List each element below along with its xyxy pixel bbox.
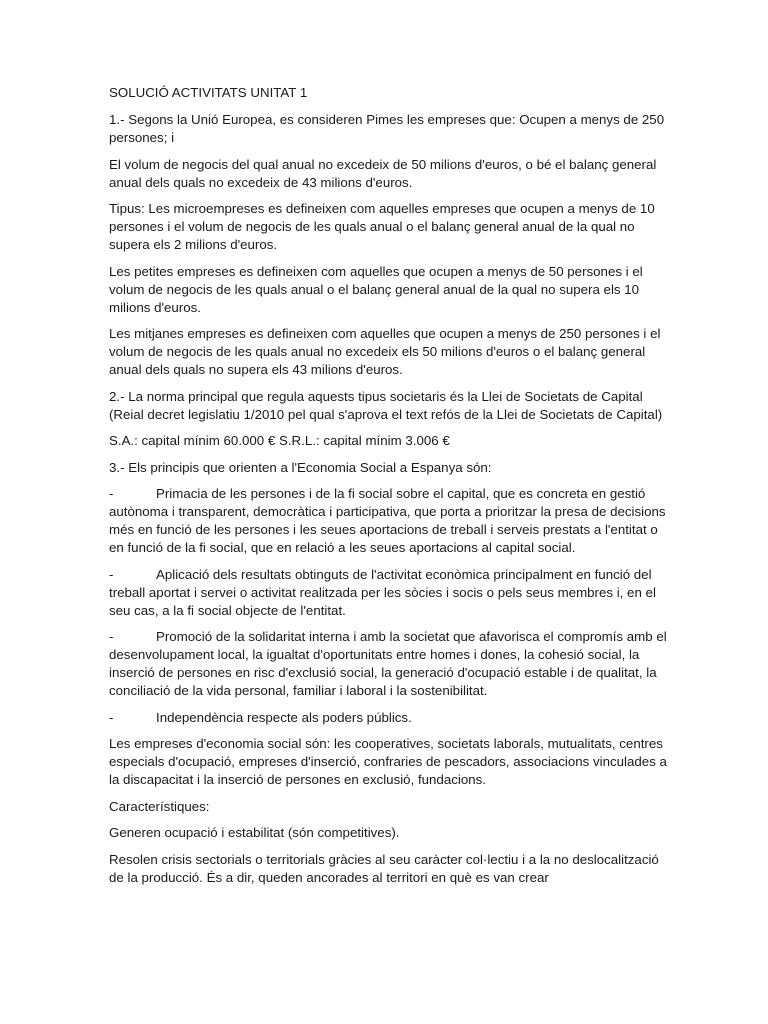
document-title: SOLUCIÓ ACTIVITATS UNITAT 1 <box>109 85 308 100</box>
bullet-text: Promoció de la solidaritat interna i amb la societat que afavorisca el compromís amb el desenvolupament local, la igualtat d'oportunitats entre homes i dones, la cohesió social, la inserció de persones en risc d'exclusió social, la generació d'ocupació estable i de qualitat, la conciliació de la vida personal, familiar i laboral i la sostenibilitat. <box>109 629 667 698</box>
bullet-item <box>109 628 669 700</box>
q1-volume: El volum de negocis del qual anual no excedeix de 50 milions d'euros, o bé el balanç general anual dels quals no excedeix de 43 milions d'euros. <box>109 156 657 190</box>
bullet-dash: - <box>109 709 114 725</box>
bullet-dash: - <box>109 566 114 582</box>
q2-law: 2.- La norma principal que regula aquests tipus societaris és la Llei de Societats de Capital (Reial decret legislatiu 1/2010 pel qual s'aprova el text refós de la Llei de Societats de Capital) <box>109 388 663 422</box>
q1-small-enterprises: Les petites empreses es defineixen com aquelles que ocupen a menys de 50 persones i el volum de negocis de les quals anual o el balanç general anual de la qual no supera els 10 milions d'euros. <box>109 263 643 315</box>
characteristic-1: Generen ocupació i estabilitat (són competitives). <box>109 825 400 840</box>
q1-microenterprises: Tipus: Les microempreses es defineixen com aquelles empreses que ocupen a menys de 10 persones i el volum de negocis de les quals anual o el balanç general anual de la qual no supera els 2 milions d'euros. <box>109 201 655 252</box>
bullet-text: Aplicació dels resultats obtinguts de l'activitat econòmica principalment en funció del treball aportat i servei o activitat realitzada per les sòcies i socis o pels seus membres i, en el seu cas, a la fi social objecte de l'entitat. <box>109 566 656 618</box>
q2-capital: S.A.: capital mínim 60.000 € S.R.L.: capital mínim 3.006 € <box>109 433 450 448</box>
bullet-dash: - <box>109 629 114 644</box>
bullet-item <box>109 566 669 620</box>
q1-medium-enterprises: Les mitjanes empreses es defineixen com aquelles que ocupen a menys de 250 persones i el volum de negocis de les quals anual no excedeix els 50 milions d'euros o el balanç general anual dels quals no supera els 43 milions d'euros. <box>109 326 661 377</box>
bullet-item <box>109 485 669 557</box>
bullet-item <box>109 709 669 727</box>
characteristic-2: Resolen crisis sectorials o territorials gràcies al seu caràcter col·lectiu i a la no deslocalització de la producció. És a dir, queden ancorades al territori en què es van crear <box>109 851 659 885</box>
characteristics-heading: Característiques: <box>109 798 210 814</box>
bullet-text: Independència respecte als poders públics. <box>156 709 412 725</box>
bullet-text: Primacia de les persones i de la fi social sobre el capital, que es concreta en gestió autònoma i transparent, democràtica i participativa, que porta a prioritzar la presa de decisions més en funció de les persones i les seues aportacions de treball i serveis prestats a l'entitat o en funció de la fi social, que en relació a les seues aportacions al capital social. <box>109 486 666 555</box>
document-page <box>109 84 669 895</box>
q1-intro: 1.- Segons la Unió Europea, es consideren Pimes les empreses que: Ocupen a menys de 250 persones; i <box>109 112 665 145</box>
bullet-dash: - <box>109 486 114 501</box>
social-enterprises: Les empreses d'economia social són: les cooperatives, societats laborals, mutualitats, centres especials d'ocupació, empreses d'inserció, confraries de pescadors, associacions vinculades a la discapacitat i la inserció de persones en exclusió, fundacions. <box>109 736 667 787</box>
q3-intro: 3.- Els principis que orienten a l'Economia Social a Espanya són: <box>109 459 492 475</box>
